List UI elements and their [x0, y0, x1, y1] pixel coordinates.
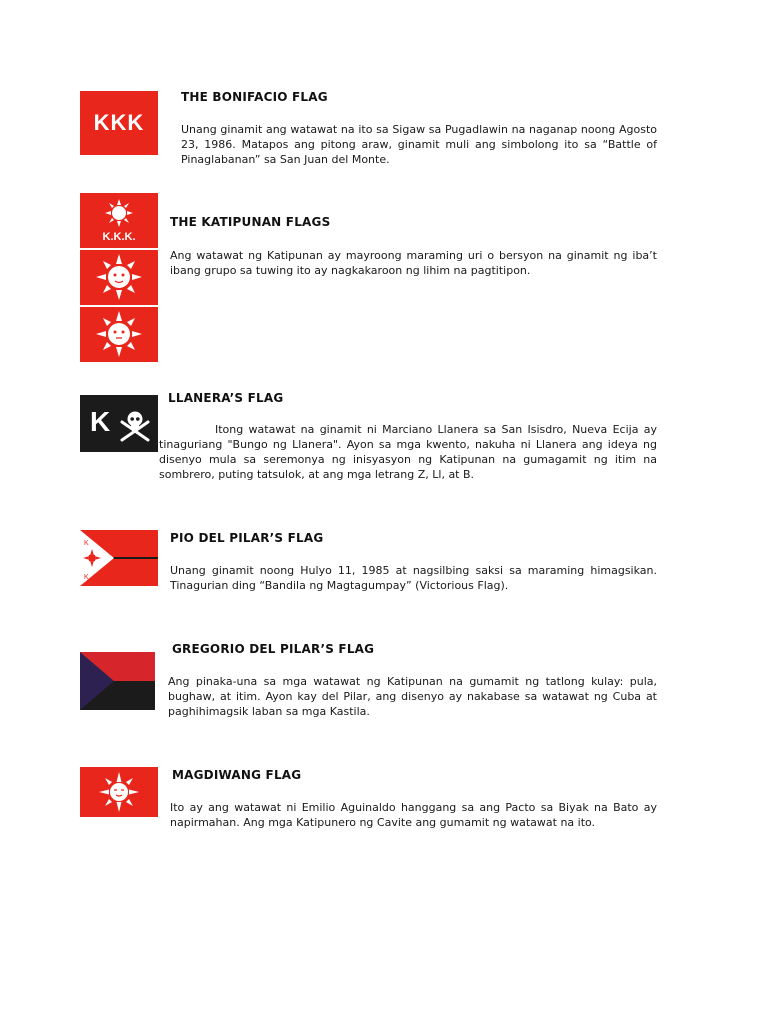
section-title-bonifacio: THE BONIFACIO FLAG: [181, 90, 328, 104]
section-title-magdiwang: MAGDIWANG FLAG: [172, 768, 302, 782]
pio-del-pilar-flag-graphic: [80, 530, 158, 586]
katipunan-flag-sun-face-2: [80, 307, 158, 362]
katipunan-flag-sun-face-1: [80, 250, 158, 305]
section-title-llanera: LLANERA’S FLAG: [168, 391, 284, 405]
bonifacio-flag-kkk: KKK: [93, 110, 145, 135]
section-title-katipunan: THE KATIPUNAN FLAGS: [170, 215, 331, 229]
svg-text:K: K: [84, 540, 89, 547]
section-body-gregorio-del-pilar: Ang pinaka-una sa mga watawat ng Katipunan na gumamit ng tatlong kulay: pula, bughaw, at itim. Ayon kay del Pilar, ang disenyo ay nakabase sa watawat ng Cuba at paghihimagsik laban sa mga Kastila.: [168, 675, 657, 718]
magdiwang-flag: [80, 767, 158, 817]
section-body-bonifacio: Unang ginamit ang watawat na ito sa Sigaw sa Pugadlawin na naganap noong Agosto 23, 1986. Matapos ang pitong araw, ginamit muli ang simbolong ito sa “Battle of Pinaglabanan” sa San Juan del Monte.: [181, 123, 657, 166]
section-body-magdiwang: Ito ay ang watawat ni Emilio Aguinaldo hanggang sa ang Pacto sa Biyak na Bato ay napirmahan. Ang mga Katipunero ng Cavite ang gumamit ng watawat na ito.: [170, 801, 657, 829]
gregorio-del-pilar-flag-graphic: [80, 652, 155, 710]
svg-text:K: K: [84, 574, 89, 581]
llanera-flag-k: K: [90, 406, 111, 437]
sun-face-icon: [80, 307, 158, 362]
skull-crossbones-icon: [80, 395, 158, 452]
sun-icon: [80, 767, 158, 817]
section-title-pio-del-pilar: PIO DEL PILAR’S FLAG: [170, 531, 324, 545]
bonifacio-flag: [80, 91, 158, 155]
katipunan-flag-kkk-label: K.K.K.: [102, 231, 136, 243]
gregorio-del-pilar-flag: [80, 652, 155, 710]
section-body-katipunan: Ang watawat ng Katipunan ay mayroong maraming uri o bersyon na ginamit ng iba’t ibang grupo sa tuwing ito ay nagkakaroon ng lihim na pagtitipon.: [170, 249, 657, 277]
section-title-gregorio-del-pilar: GREGORIO DEL PILAR’S FLAG: [172, 642, 375, 656]
section-body-llanera: Itong watawat na ginamit ni Marciano Llanera sa San Isisdro, Nueva Ecija ay tinaguriang "Bungo ng Llanera". Ayon sa mga kwento, nakuha ni Llanera ang ideya ng disenyo mula sa seremonya ng inisyasyon ng Katipunan na gumagamit ng itim na sombrero, puting tatsulok, at ang mga letrang Z, Ll, at B.: [159, 423, 657, 481]
section-body-pio-del-pilar: Unang ginamit noong Hulyo 11, 1985 at nagsilbing saksi sa maraming himagsikan. Tinagurian ding “Bandila ng Magtagumpay” (Victorious Flag).: [170, 564, 657, 592]
sun-face-icon: [80, 250, 158, 305]
llanera-flag: [80, 395, 158, 452]
katipunan-flag-sun-kkk: [80, 193, 158, 248]
pio-del-pilar-flag: [80, 530, 158, 586]
